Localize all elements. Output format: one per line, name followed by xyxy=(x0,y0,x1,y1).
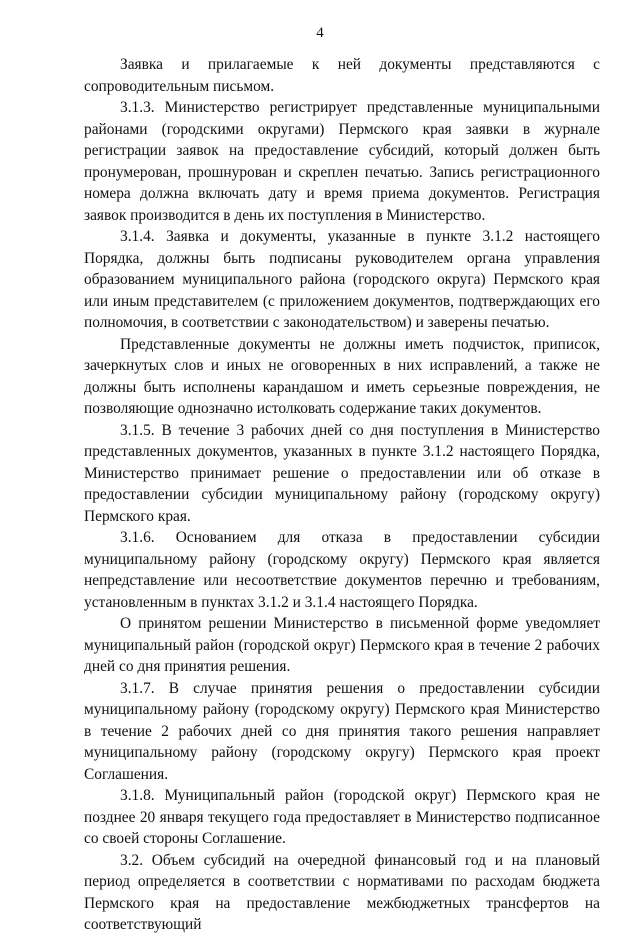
document-body xyxy=(84,54,600,936)
paragraph-3-1-4: 3.1.4. Заявка и документы, указанные в пункте 3.1.2 настоящего Порядка, должны быть подписаны руководителем органа управления образованием муниципального района (городского округа) Пермского края или иным представителем (с приложением документов, подтверждающих его полномочия, в соответствии с законодательством) и заверены печатью. xyxy=(84,228,600,331)
page-number: 4 xyxy=(316,25,324,41)
paragraph-3-1-7: 3.1.7. В случае принятия решения о предоставлении субсидии муниципальному району (городскому округу) Пермского края Министерство в течение 2 рабочих дней со дня принятия такого решения направляет муниципальному району (городскому округу) Пермского края проект Соглашения. xyxy=(84,679,600,783)
paragraph-3-1-5: 3.1.5. В течение 3 рабочих дней со дня поступления в Министерство представленных документов, указанных в пункте 3.1.2 настоящего Порядка, Министерство принимает решение о предоставлении или об отказе в предоставлении субсидии муниципальному району (городскому округу) Пермского края. xyxy=(84,421,600,525)
paragraph-document-requirements: Представленные документы не должны иметь подчисток, приписок, зачеркнутых слов и иных не оговоренных в них исправлений, а также не должны быть исполнены карандашом и иметь серьезные повреждения, не позволяющие однозначно истолковать содержание таких документов. xyxy=(84,335,600,417)
paragraph-decision-notice: О принятом решении Министерство в письменной форме уведомляет муниципальный район (городской округ) Пермского края в течение 2 рабочих дней со дня принятия решения. xyxy=(84,615,600,675)
paragraph-3-1-8: 3.1.8. Муниципальный район (городской округ) Пермского края не позднее 20 января текущего года предоставляет в Министерство подписанное со своей стороны Соглашение. xyxy=(84,787,600,847)
paragraph-3-1-3: 3.1.3. Министерство регистрирует представленные муниципальными районами (городскими округами) Пермского края заявки в журнале регистрации заявок на предоставление субсидий, который должен быть пронумерован, прошнурован и скреплен печатью. Запись регистрационного номера должна включать дату и время приема документов. Регистрация заявок производится в день их поступления в Министерство. xyxy=(84,99,600,224)
paragraph-3-1-6: 3.1.6. Основанием для отказа в предоставлении субсидии муниципальному району (городскому округу) Пермского края является непредставление или несоответствие документов перечню и требованиям, установленным в пунктах 3.1.2 и 3.1.4 настоящего Порядка. xyxy=(84,529,600,611)
paragraph-3-2: 3.2. Объем субсидий на очередной финансовый год и на плановый период определяется в соответствии с нормативами по расходам бюджета Пермского края на предоставление межбюджетных трансфертов на соответствующий xyxy=(84,851,600,933)
paragraph-application-documents: Заявка и прилагаемые к ней документы представляются с сопроводительным письмом. xyxy=(84,56,600,95)
